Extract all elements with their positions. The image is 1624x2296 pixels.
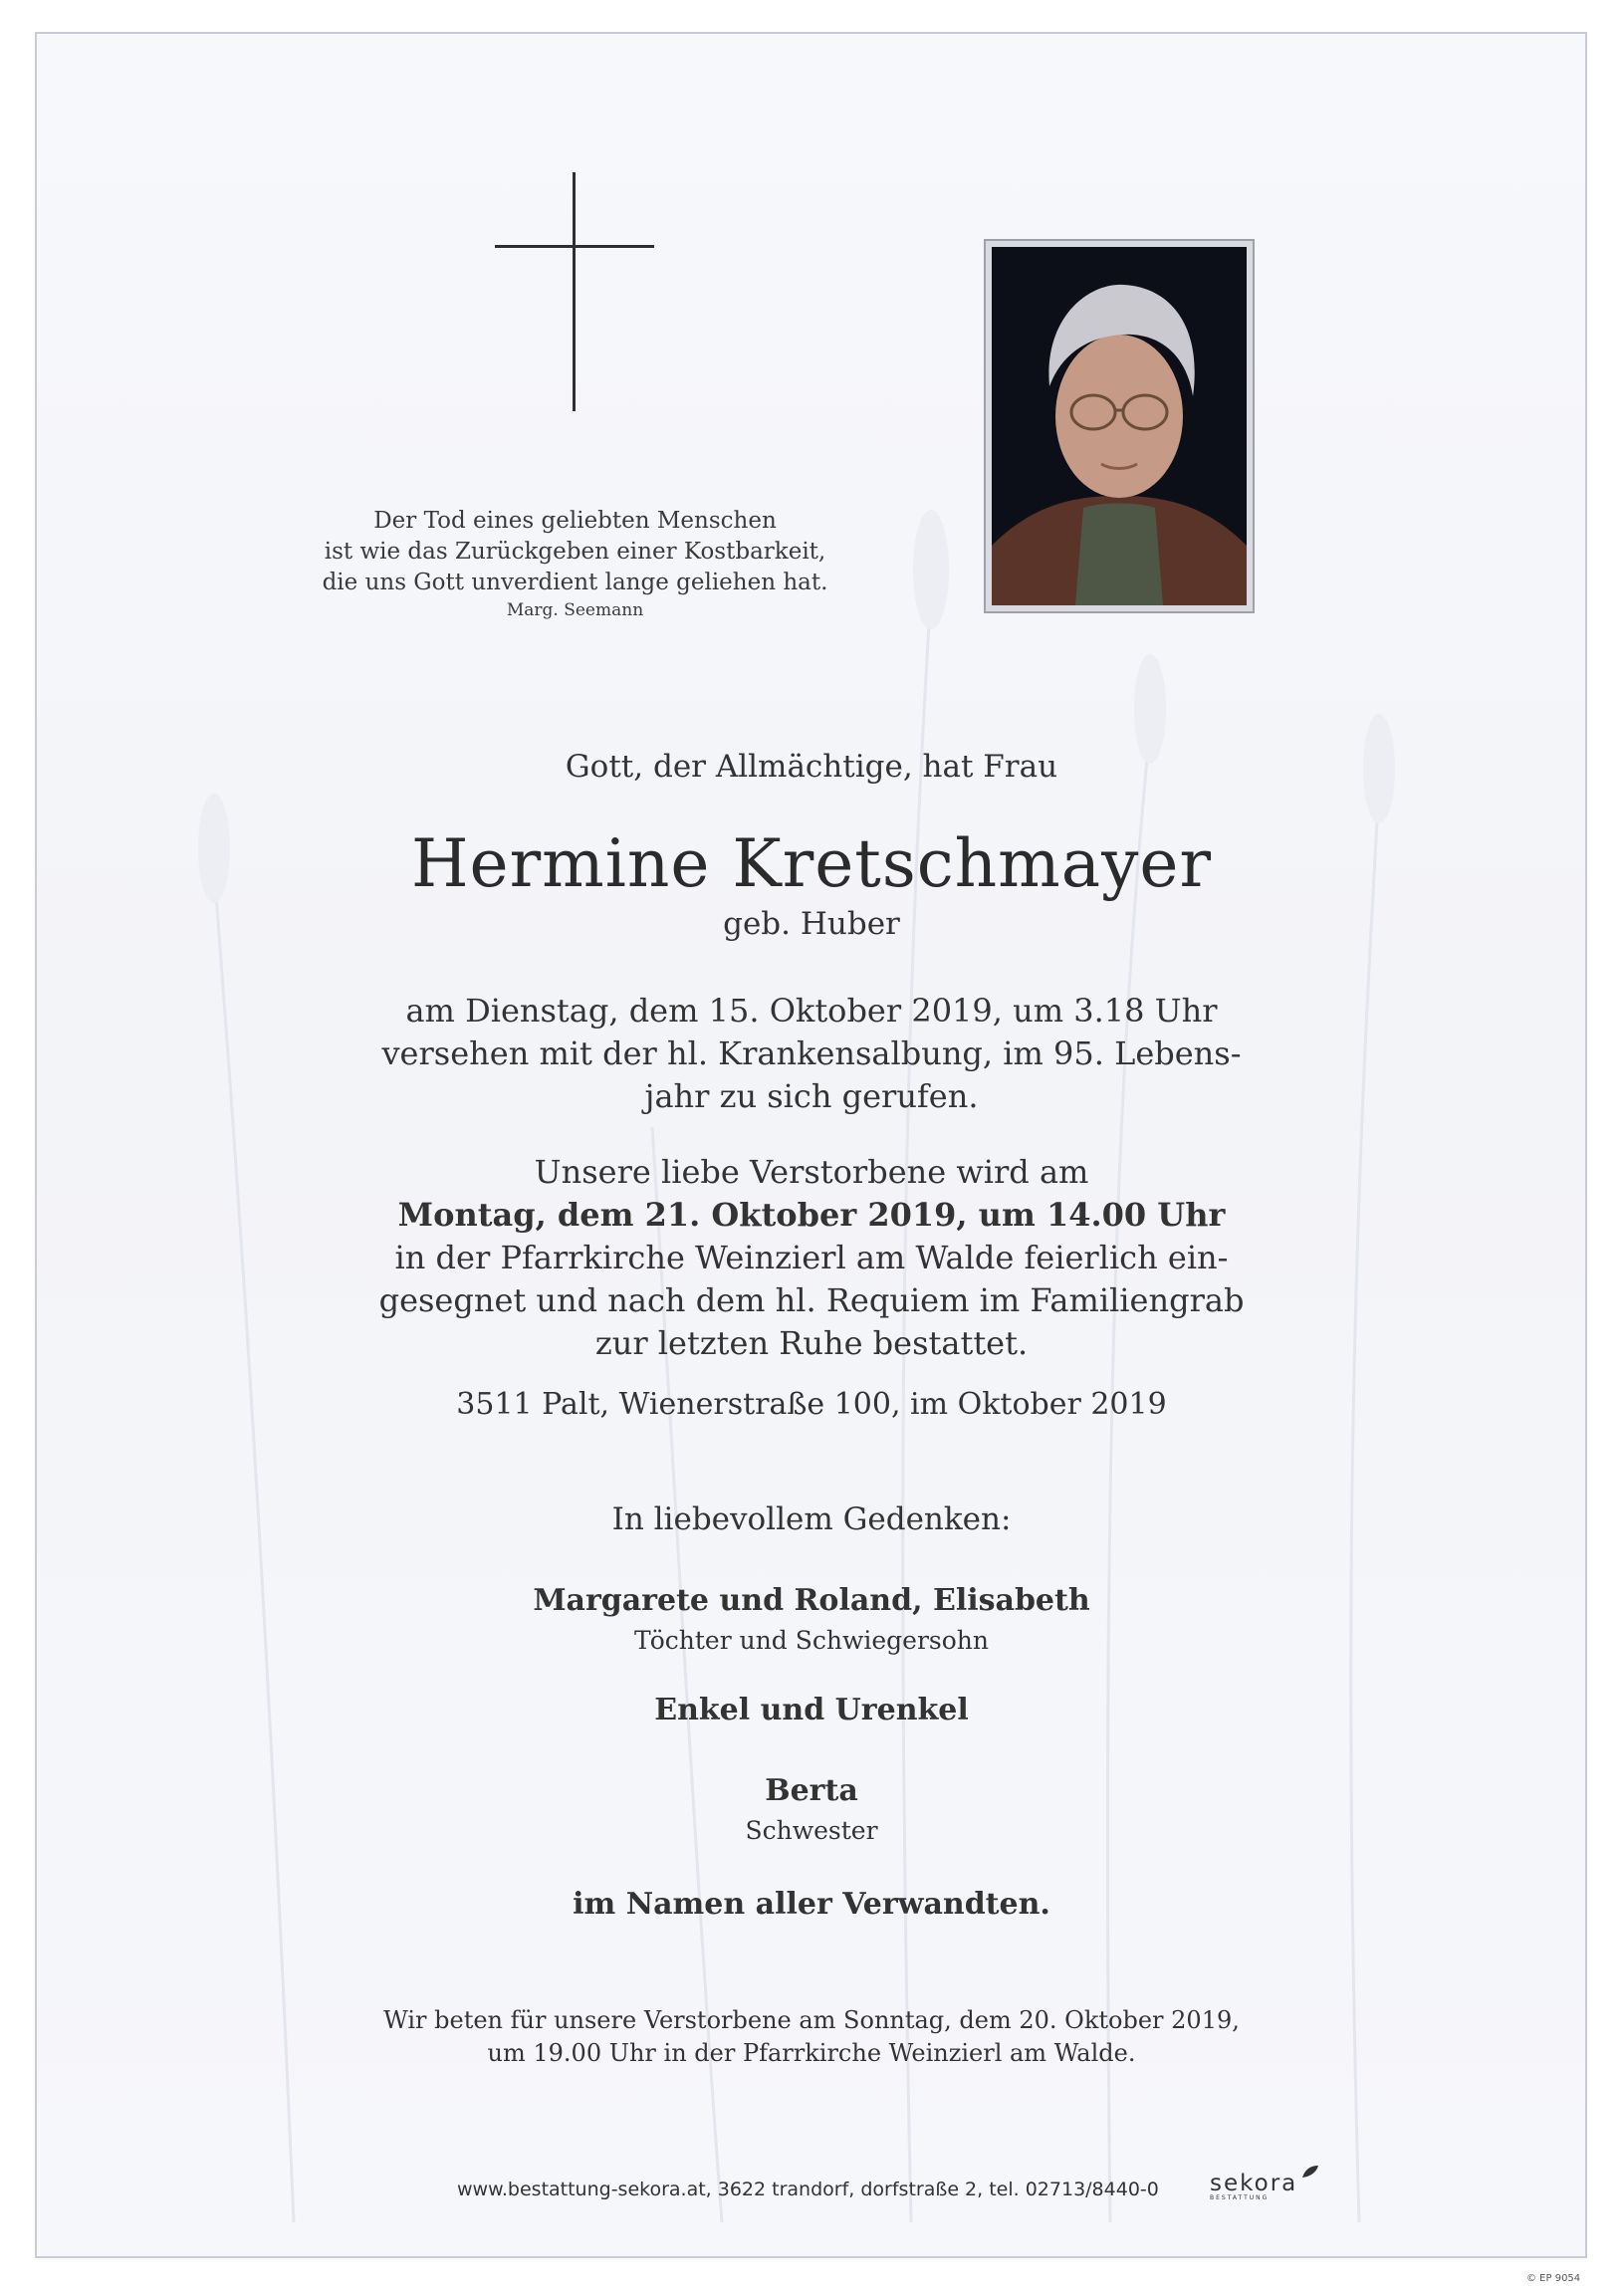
burial-line: gesegnet und nach dem hl. Requiem im Familiengrab	[378, 1281, 1245, 1319]
sekora-logo	[1210, 2171, 1297, 2201]
prayer-line: um 19.00 Uhr in der Pfarrkirche Weinzierl am Walde.	[487, 2039, 1136, 2067]
mourner-names: Berta	[765, 1773, 858, 1808]
intro-line: Gott, der Allmächtige, hat Frau	[565, 749, 1058, 785]
death-details	[264, 990, 1359, 1118]
portrait-photo	[992, 247, 1247, 605]
logo-word: sekora	[1210, 2171, 1298, 2196]
quote-author: Marg. Seemann	[506, 600, 644, 620]
death-line: versehen mit der hl. Krankensalbung, im 95. Lebens-	[381, 1034, 1242, 1072]
mourner-relation: Schwester	[745, 1816, 878, 1845]
page-border	[35, 32, 1587, 2258]
death-line: jahr zu sich gerufen.	[644, 1077, 979, 1115]
burial-line: in der Pfarrkirche Weinzierl am Walde feierlich ein-	[394, 1239, 1229, 1276]
mourner-relation: Töchter und Schwiegersohn	[633, 1626, 989, 1655]
maiden-name: geb. Huber	[723, 906, 900, 942]
mourner-names: Margarete und Roland, Elisabeth	[533, 1583, 1090, 1618]
burial-details	[264, 1151, 1359, 1365]
prayer-note	[264, 2004, 1359, 2070]
mourners-closing: im Namen aller Verwandten.	[573, 1887, 1050, 1922]
print-code: © EP 9054	[1526, 2273, 1581, 2284]
burial-line: zur letzten Ruhe bestattet.	[594, 1324, 1029, 1362]
logo-subtitle: BESTATTUNG	[1210, 2194, 1270, 2201]
cross-icon	[495, 172, 654, 411]
memorial-quote	[269, 506, 881, 622]
quote-line: ist wie das Zurückgeben einer Kostbarkeit,	[324, 539, 826, 565]
portrait-frame	[984, 239, 1255, 613]
mourners-heading: In liebevollem Gedenken:	[611, 1501, 1012, 1537]
mourner-names: Enkel und Urenkel	[654, 1693, 969, 1727]
quote-line: Der Tod eines geliebten Menschen	[373, 508, 777, 534]
quote-line: die uns Gott unverdient lange geliehen hat.	[322, 570, 828, 595]
deceased-name: Hermine Kretschmayer	[410, 825, 1212, 902]
portrait-illustration	[992, 247, 1247, 605]
death-line: am Dienstag, dem 15. Oktober 2019, um 3.18 Uhr	[405, 992, 1218, 1030]
burial-date: Montag, dem 21. Oktober 2019, um 14.00 Uhr	[397, 1196, 1226, 1234]
burial-line: Unsere liebe Verstorbene wird am	[534, 1153, 1089, 1191]
leaf-icon	[1301, 2165, 1319, 2179]
prayer-line: Wir beten für unsere Verstorbene am Sonntag, dem 20. Oktober 2019,	[383, 2006, 1240, 2034]
funeral-home-contact: www.bestattung-sekora.at, 3622 trandorf, dorfstraße 2, tel. 02713/8440-0	[457, 2179, 1159, 2200]
place-date: 3511 Palt, Wienerstraße 100, im Oktober 2019	[456, 1387, 1167, 1422]
